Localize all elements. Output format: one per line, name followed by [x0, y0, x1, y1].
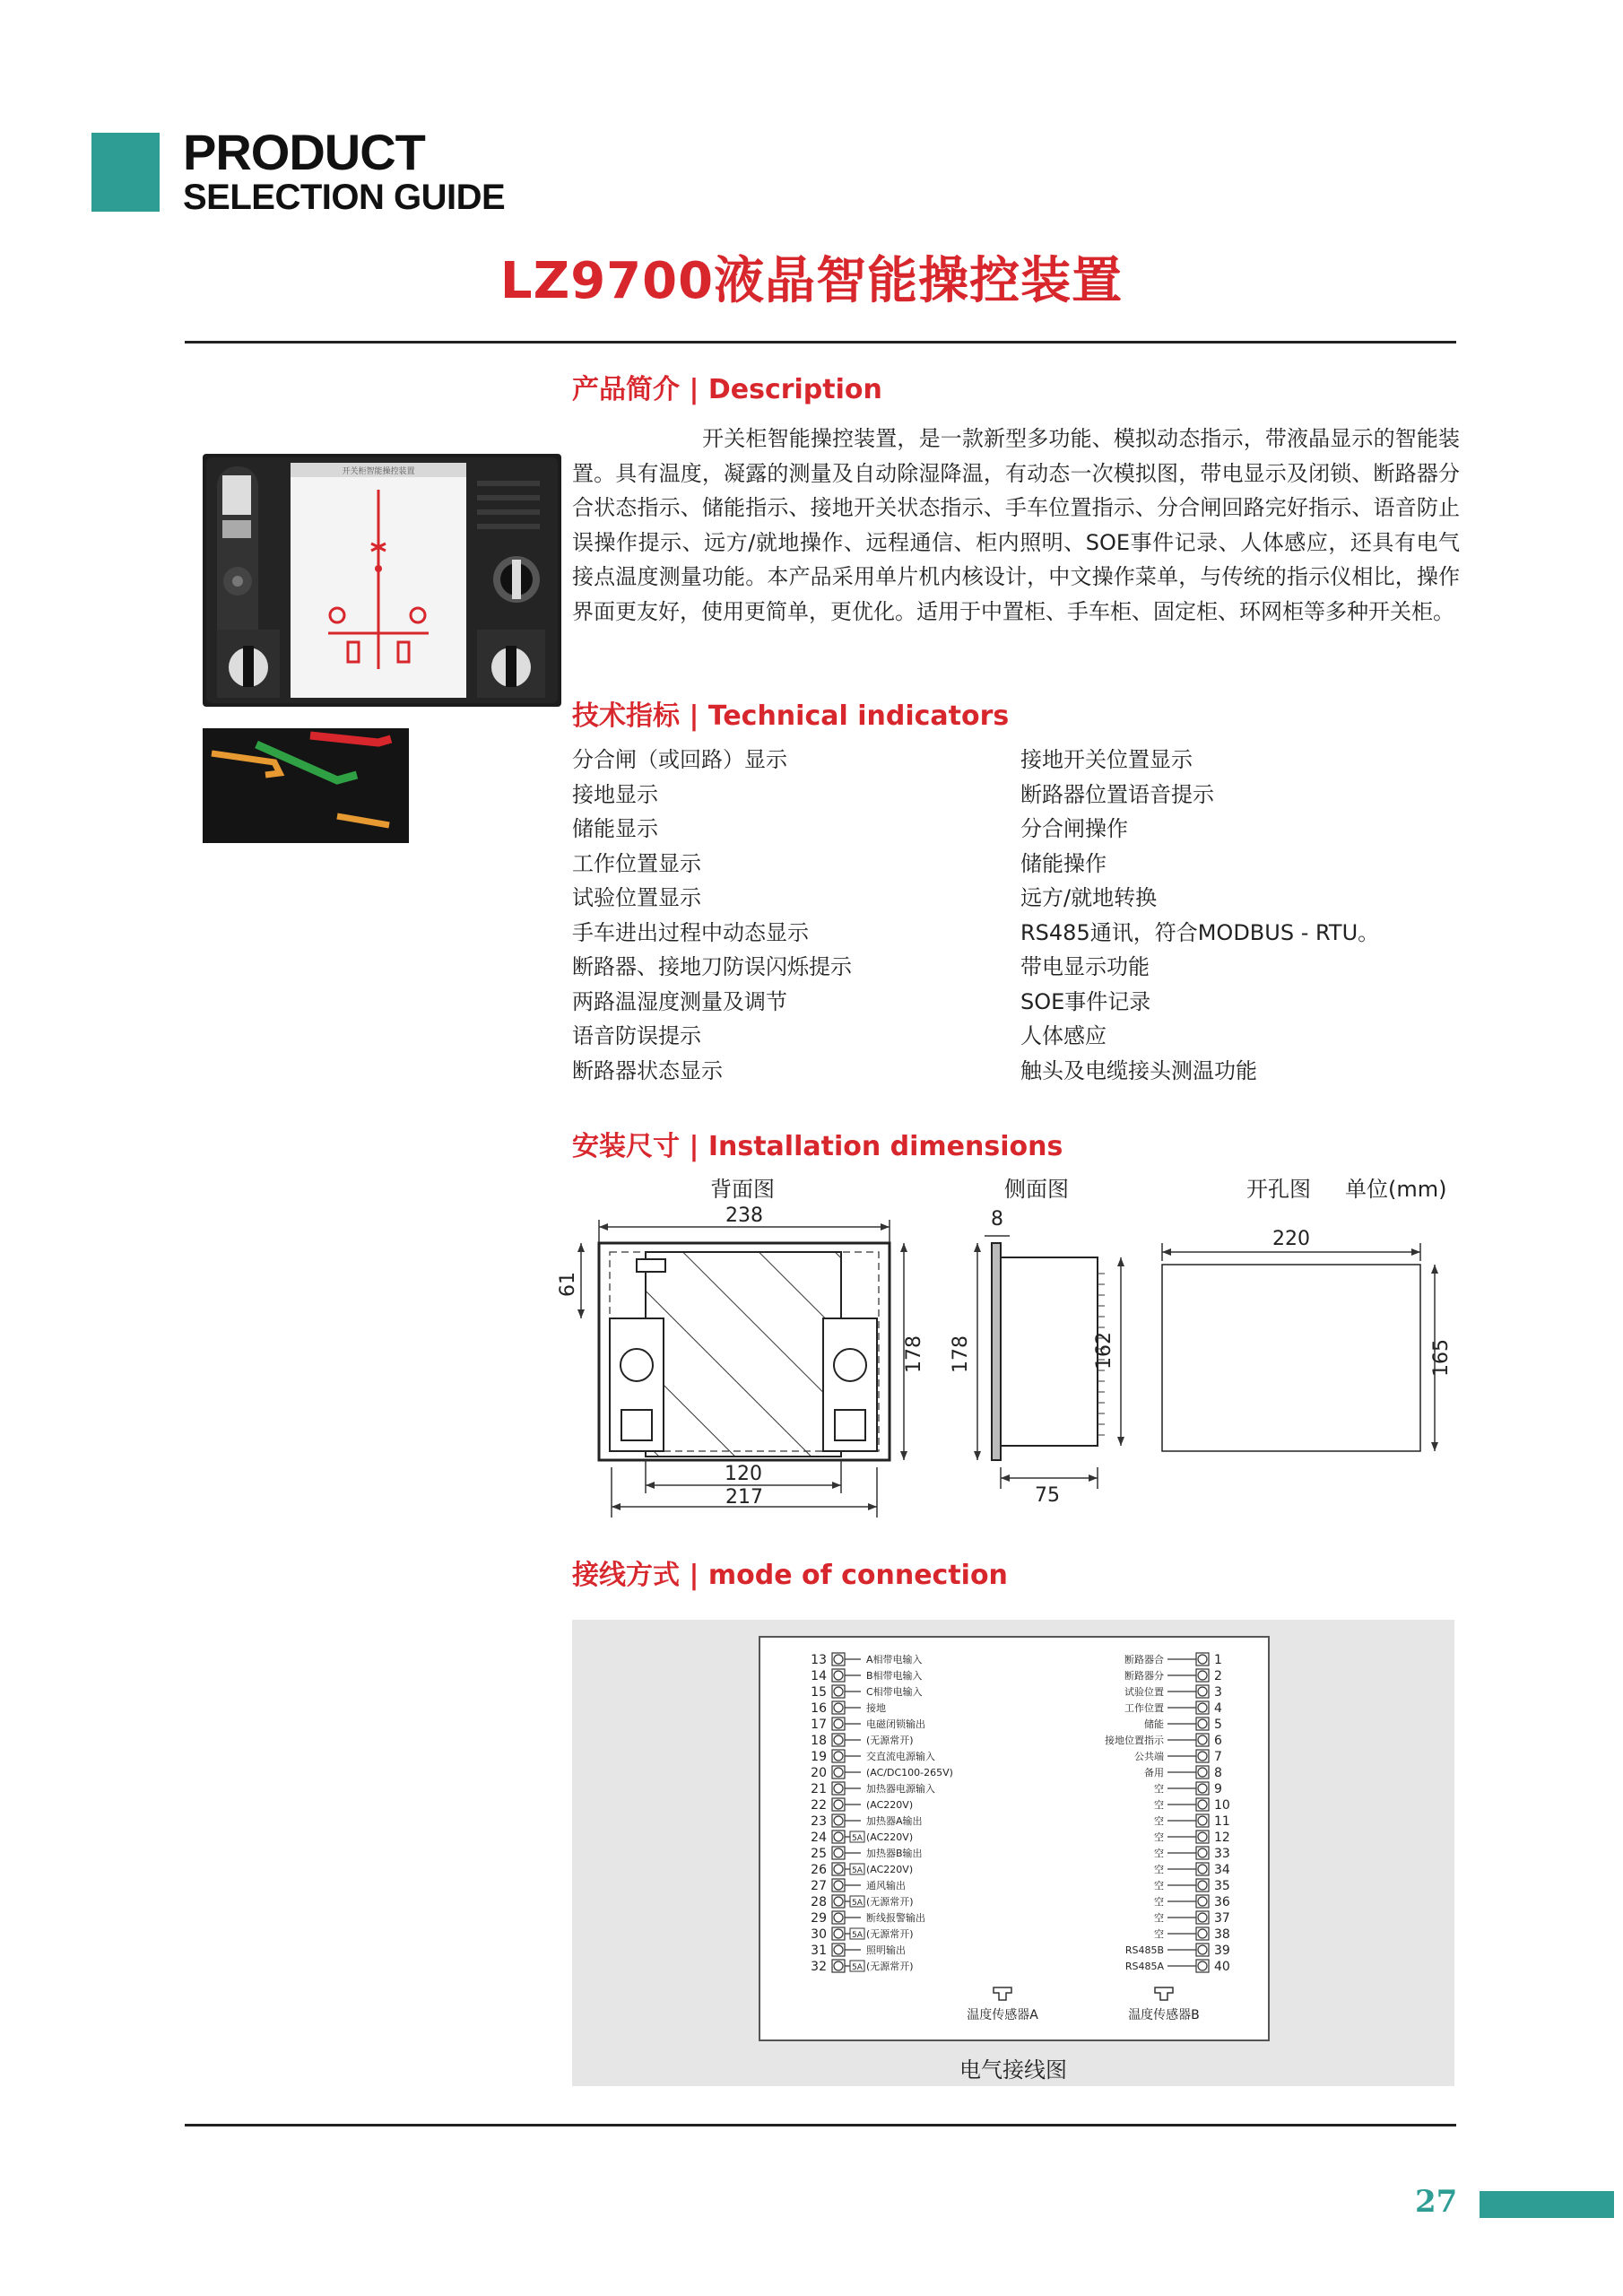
- list-item: 试验位置显示: [572, 885, 701, 910]
- installation-heading: 安装尺寸 | Installation dimensions: [572, 1131, 1063, 1162]
- terminal-left: [811, 1879, 906, 1893]
- terminal-label: 工作位置: [1124, 1702, 1164, 1714]
- terminal-left: [811, 1911, 925, 1926]
- terminal-label: 加热器电源输入: [866, 1783, 935, 1795]
- terminal-right: [1154, 1831, 1230, 1845]
- back-view-label: 背面图: [710, 1177, 775, 1202]
- side-view-drawing: [950, 1208, 1124, 1507]
- back-bottom-width-value: 217: [725, 1486, 763, 1509]
- terminal-label: 接地: [866, 1702, 886, 1714]
- terminal-label: 空: [1154, 1799, 1164, 1811]
- technical-list-left: [572, 743, 852, 1088]
- list-item: 两路温湿度测量及调节: [572, 988, 787, 1014]
- terminal-right: [1125, 1960, 1230, 1974]
- relay-badge: 5A: [852, 1963, 863, 1972]
- page-title: LZ9700液晶智能操控装置: [499, 252, 1124, 310]
- terminal-number: 20: [811, 1766, 827, 1780]
- sensor-b: [1128, 1987, 1200, 2022]
- terminal-label: 公共端: [1134, 1751, 1164, 1762]
- terminal-label: 加热器A输出: [866, 1815, 923, 1827]
- cutout-width-value: 220: [1272, 1228, 1310, 1250]
- list-item: 接地开关位置显示: [1020, 747, 1193, 772]
- terminal-right: [1154, 1782, 1222, 1796]
- terminal-number: 28: [811, 1895, 827, 1909]
- terminal-right: [1154, 1895, 1230, 1909]
- terminal-label: (AC220V): [866, 1864, 914, 1875]
- svg-text:温度传感器B: 温度传感器B: [1128, 2008, 1200, 2022]
- list-item: 手车进出过程中动态显示: [572, 919, 809, 945]
- terminal-label: 空: [1154, 1815, 1164, 1827]
- terminal-label: 电磁闭锁输出: [866, 1718, 925, 1730]
- terminal-label: 断路器合: [1124, 1654, 1164, 1665]
- terminal-right: [1125, 1944, 1230, 1958]
- relay-badge: 5A: [852, 1931, 863, 1940]
- terminal-number: 21: [811, 1782, 827, 1796]
- terminal-label: 断路器分: [1124, 1670, 1164, 1682]
- terminal-label: 空: [1154, 1896, 1164, 1908]
- terminal-label: (无源常开): [866, 1961, 914, 1972]
- terminal-number: 36: [1214, 1895, 1230, 1909]
- terminal-number: 32: [811, 1960, 827, 1974]
- terminal-left: [811, 1814, 922, 1829]
- terminal-number: 2: [1214, 1669, 1222, 1683]
- terminal-label: 空: [1154, 1848, 1164, 1859]
- terminal-label: (AC220V): [866, 1831, 914, 1843]
- terminal-number: 24: [811, 1831, 827, 1845]
- description-paragraph: [572, 422, 1460, 629]
- terminal-number: 38: [1214, 1927, 1230, 1942]
- terminal-label: 空: [1154, 1928, 1164, 1940]
- terminal-right: [1154, 1798, 1230, 1813]
- cutout-view-drawing: [1162, 1228, 1453, 1451]
- terminal-number: 11: [1214, 1814, 1230, 1829]
- terminal-number: 8: [1214, 1766, 1222, 1780]
- back-left-height-value: 61: [557, 1272, 579, 1297]
- list-item: 带电显示功能: [1020, 954, 1150, 979]
- terminal-label: 交直流电源输入: [866, 1751, 935, 1762]
- terminal-right: [1154, 1879, 1230, 1893]
- terminal-number: 34: [1214, 1863, 1230, 1877]
- terminal-label: 空: [1154, 1783, 1164, 1795]
- terminal-label: 储能: [1144, 1718, 1164, 1730]
- list-item: 储能显示: [572, 816, 658, 841]
- list-item: RS485通讯，符合MODBUS - RTU。: [1020, 919, 1380, 945]
- cutout-height-value: 165: [1430, 1339, 1453, 1377]
- terminal-number: 5: [1214, 1718, 1222, 1732]
- back-right-height-value: 178: [903, 1335, 925, 1373]
- terminal-right: [1124, 1701, 1222, 1716]
- terminal-label: A相带电输入: [866, 1654, 923, 1665]
- terminal-right: [1154, 1847, 1230, 1861]
- side-inner-height-value: 162: [1093, 1332, 1115, 1370]
- terminal-label: (无源常开): [866, 1928, 914, 1940]
- terminal-number: 9: [1214, 1782, 1222, 1796]
- terminal-label: (无源常开): [866, 1735, 914, 1746]
- sensor-cables-drawing: [203, 718, 409, 843]
- terminal-left: [811, 1718, 925, 1732]
- terminal-number: 25: [811, 1847, 827, 1861]
- wiring-caption: 电气接线图: [959, 2057, 1067, 2083]
- list-item: 断路器位置语音提示: [1020, 781, 1214, 807]
- terminal-number: 16: [811, 1701, 827, 1716]
- brand-line-selection-guide: SELECTION GUIDE: [183, 178, 506, 217]
- terminal-left: [811, 1927, 913, 1942]
- product-photo: [203, 454, 561, 707]
- terminal-right: [1154, 1814, 1230, 1829]
- terminal-label: RS485B: [1124, 1944, 1164, 1956]
- terminal-left: [811, 1669, 922, 1683]
- terminal-left: [811, 1782, 935, 1796]
- terminal-number: 4: [1214, 1701, 1222, 1716]
- terminal-label: 空: [1154, 1831, 1164, 1843]
- terminal-number: 18: [811, 1734, 827, 1748]
- terminal-number: 17: [811, 1718, 827, 1732]
- terminal-right: [1134, 1750, 1222, 1764]
- terminal-label: (AC/DC100-265V): [866, 1767, 953, 1779]
- list-item: 工作位置显示: [572, 850, 701, 876]
- terminal-left: [811, 1831, 913, 1845]
- terminal-right: [1144, 1718, 1222, 1732]
- terminal-number: 23: [811, 1814, 827, 1829]
- relay-badge: 5A: [852, 1866, 863, 1875]
- terminal-right: [1124, 1653, 1222, 1667]
- terminal-label: 接地位置指示: [1105, 1735, 1164, 1746]
- terminal-right: [1154, 1863, 1230, 1877]
- relay-badge: 5A: [852, 1899, 863, 1908]
- terminal-left: [811, 1766, 953, 1780]
- terminal-number: 15: [811, 1685, 827, 1700]
- terminal-left: [811, 1895, 913, 1909]
- terminal-left: [811, 1863, 913, 1877]
- terminal-left: [811, 1750, 935, 1764]
- terminal-label: 空: [1154, 1880, 1164, 1892]
- terminal-label: 通风输出: [866, 1880, 906, 1892]
- product-device-drawing: [203, 454, 561, 707]
- side-depth-value: 75: [1035, 1484, 1060, 1507]
- cutout-view-label: 开孔图: [1246, 1177, 1311, 1202]
- terminal-left: [811, 1960, 913, 1974]
- description-text: 开关柜智能操控装置，是一款新型多功能、模拟动态指示，带液晶显示的智能装置。具有温度，凝露的测量及自动除湿降温，有动态一次模拟图，带电显示及闭锁、断路器分合状态指示、储能指示、接地开关状态指示、手车位置指示、分合闸回路完好指示、语音防止误操作提示、远方/就地操作、远程通信、柜内照明、SOE事件记录、人体感应，还具有电气接点温度测量功能。本产品采用单片机内核设计，中文操作菜单，与传统的指示仪相比，操作界面更友好，使用更简单，更优化。适用于中置柜、手车柜、固定柜、环网柜等多种开关柜。: [572, 426, 1460, 624]
- technical-list-right: [1020, 743, 1379, 1088]
- unit-label: 单位(mm): [1345, 1177, 1447, 1202]
- title-divider: [185, 341, 1456, 344]
- dimension-drawings: [556, 1202, 1462, 1525]
- terminal-number: 30: [811, 1927, 827, 1942]
- terminal-right: [1124, 1669, 1222, 1683]
- terminal-number: 33: [1214, 1847, 1230, 1861]
- terminal-label: 试验位置: [1124, 1686, 1164, 1698]
- page-number: 27: [1415, 2184, 1458, 2220]
- svg-text:温度传感器A: 温度传感器A: [967, 2008, 1038, 2022]
- terminal-number: 1: [1214, 1653, 1222, 1667]
- terminal-number: 37: [1214, 1911, 1230, 1926]
- list-item: 分合闸（或回路）显示: [572, 747, 787, 772]
- relay-badge: 5A: [852, 1834, 863, 1843]
- terminal-left: [811, 1653, 922, 1667]
- terminal-label: 断线报警输出: [866, 1912, 925, 1924]
- terminal-left: [811, 1944, 906, 1958]
- list-item: 分合闸操作: [1020, 816, 1128, 841]
- terminal-number: 13: [811, 1653, 827, 1667]
- list-item: 断路器、接地刀防误闪烁提示: [572, 954, 852, 979]
- list-item: 储能操作: [1020, 850, 1107, 876]
- connection-heading: 接线方式 | mode of connection: [572, 1560, 1008, 1591]
- terminal-right: [1144, 1766, 1222, 1780]
- terminal-left: [811, 1734, 913, 1748]
- side-view-label: 侧面图: [1004, 1177, 1069, 1202]
- list-item: 语音防误提示: [572, 1023, 701, 1048]
- terminal-number: 31: [811, 1944, 827, 1958]
- terminal-number: 22: [811, 1798, 827, 1813]
- side-thickness-value: 8: [991, 1208, 1003, 1231]
- terminal-number: 29: [811, 1911, 827, 1926]
- terminal-number: 7: [1214, 1750, 1222, 1764]
- footer-divider: [185, 2124, 1456, 2126]
- wiring-diagram-drawing: [760, 1638, 1268, 2039]
- terminal-label: 空: [1154, 1864, 1164, 1875]
- terminal-number: 14: [811, 1669, 827, 1683]
- terminal-left: [811, 1798, 913, 1813]
- list-item: SOE事件记录: [1020, 988, 1151, 1014]
- terminal-label: 照明输出: [866, 1944, 906, 1956]
- terminal-label: 空: [1154, 1912, 1164, 1924]
- terminal-number: 10: [1214, 1798, 1230, 1813]
- list-item: 触头及电缆接头测温功能: [1020, 1057, 1257, 1083]
- terminal-left: [811, 1701, 886, 1716]
- terminal-left: [811, 1685, 923, 1700]
- terminal-right: [1105, 1734, 1222, 1748]
- terminal-number: 19: [811, 1750, 827, 1764]
- terminal-left: [811, 1847, 922, 1861]
- technical-heading: 技术指标 | Technical indicators: [572, 700, 1010, 732]
- terminal-right: [1124, 1685, 1222, 1700]
- back-view-drawing: [557, 1205, 925, 1518]
- terminal-number: 3: [1214, 1685, 1222, 1700]
- terminal-label: C相带电输入: [866, 1686, 923, 1698]
- sensor-a: [967, 1987, 1038, 2022]
- terminal-label: (AC220V): [866, 1799, 914, 1811]
- panel-title: 开关柜智能操控装置: [342, 467, 415, 476]
- terminal-right: [1154, 1927, 1230, 1942]
- terminal-label: B相带电输入: [866, 1670, 923, 1682]
- terminal-label: 备用: [1144, 1767, 1164, 1779]
- list-item: 断路器状态显示: [572, 1057, 723, 1083]
- description-heading: 产品简介 | Description: [572, 374, 882, 405]
- terminal-number: 40: [1214, 1960, 1230, 1974]
- terminal-number: 26: [811, 1863, 827, 1877]
- back-inner-width-value: 120: [725, 1463, 762, 1485]
- terminal-label: 加热器B输出: [866, 1848, 923, 1859]
- terminal-label: (无源常开): [866, 1896, 914, 1908]
- terminal-number: 12: [1214, 1831, 1230, 1845]
- brand-color-block: [91, 133, 160, 212]
- terminal-number: 27: [811, 1879, 827, 1893]
- list-item: 远方/就地转换: [1020, 885, 1158, 910]
- page-accent-bar: [1480, 2191, 1614, 2218]
- terminal-right: [1154, 1911, 1230, 1926]
- terminal-number: 39: [1214, 1944, 1230, 1958]
- list-item: 人体感应: [1020, 1023, 1107, 1048]
- terminal-number: 6: [1214, 1734, 1222, 1748]
- terminal-number: 35: [1214, 1879, 1230, 1893]
- back-width-value: 238: [725, 1205, 763, 1227]
- terminal-label: RS485A: [1124, 1961, 1164, 1972]
- sensor-cables-photo: [203, 718, 409, 843]
- side-outer-height-value: 178: [950, 1335, 972, 1373]
- list-item: 接地显示: [572, 781, 658, 807]
- wiring-diagram: [759, 1636, 1270, 2041]
- brand-line-product: PRODUCT: [183, 124, 425, 180]
